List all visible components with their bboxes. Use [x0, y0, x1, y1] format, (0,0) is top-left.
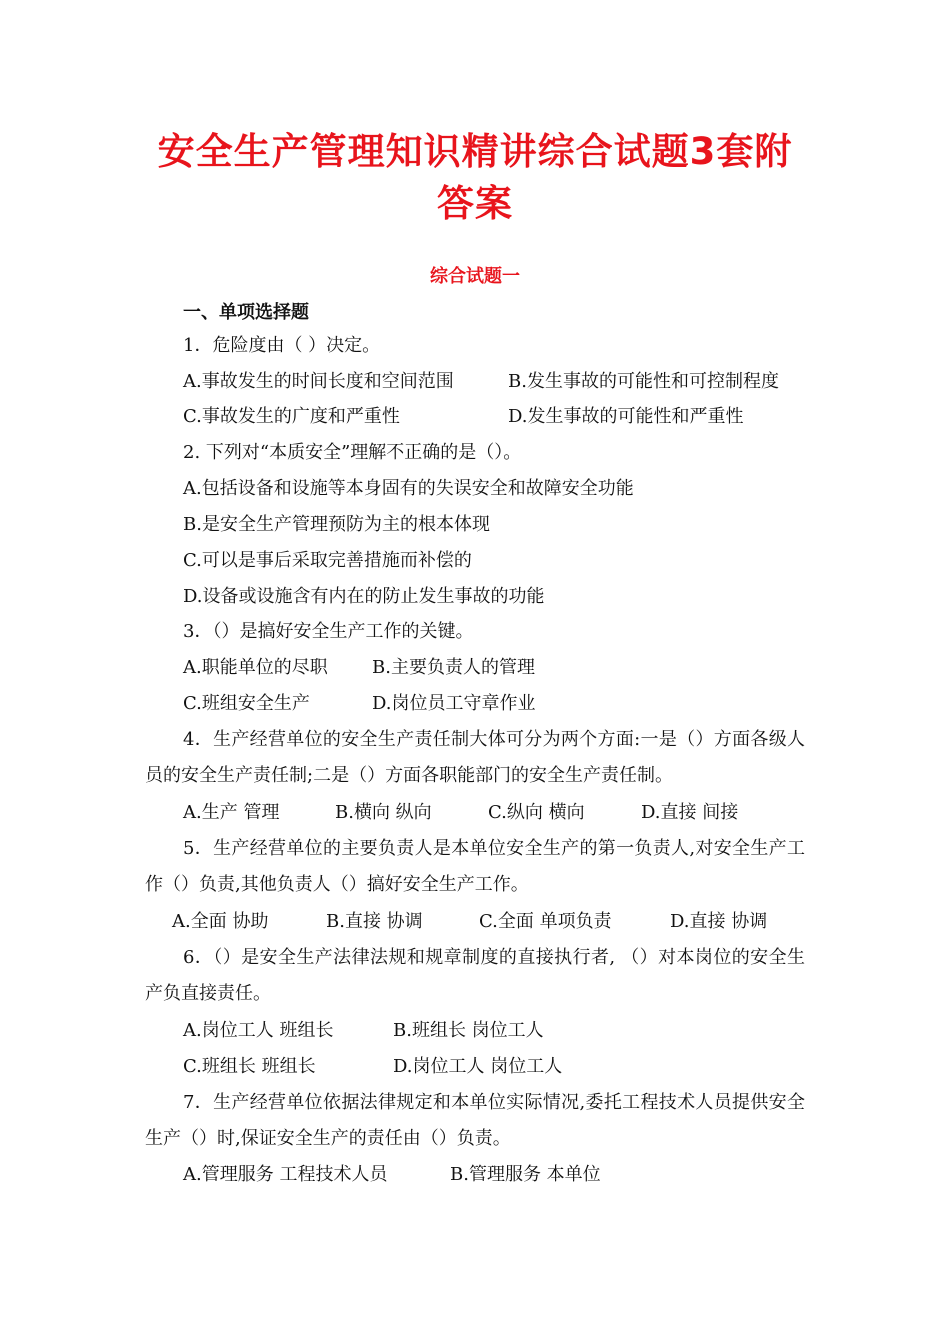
option-c: C.纵向 横向: [488, 802, 585, 823]
option-c: C.班组长 班组长: [183, 1056, 316, 1077]
option-c: C.事故发生的广度和严重性: [183, 406, 400, 427]
question-stem: 6．（）是安全生产法律法规和规章制度的直接执行者, （）对本岗位的安全生产负直接责任。: [145, 947, 805, 1004]
option-b: B.管理服务 本单位: [450, 1164, 601, 1185]
option-c: C.全面 单项负责: [479, 911, 612, 932]
option-d: D.岗位工人 岗位工人: [393, 1056, 563, 1077]
option-a: A.全面 协助: [172, 911, 269, 932]
option-d: D.直接 间接: [641, 802, 739, 823]
option-b: B.主要负责人的管理: [372, 657, 535, 678]
option-d: D.直接 协调: [670, 911, 768, 932]
option-d: D.岗位员工守章作业: [372, 693, 536, 714]
option-a: A.职能单位的尽职: [183, 657, 328, 678]
option-a: A.包括设备和设施等本身固有的失误安全和故障安全功能: [183, 478, 634, 499]
option-a: A.岗位工人 班组长: [183, 1020, 334, 1041]
option-c: C.可以是事后采取完善措施而补偿的: [183, 550, 472, 571]
question-stem: 3．（）是搞好安全生产工作的关键。: [183, 621, 474, 642]
question-stem: 2. 下列对“本质安全”理解不正确的是（）。: [183, 442, 522, 463]
option-c: C.班组安全生产: [183, 693, 310, 714]
exam-subtitle: 综合试题一: [430, 266, 520, 287]
section-heading: 一、单项选择题: [183, 302, 309, 323]
question-stem: 5．生产经营单位的主要负责人是本单位安全生产的第一负责人,对安全生产工作（）负责,其他负责人（）搞好安全生产工作。: [145, 838, 805, 895]
option-b: B.班组长 岗位工人: [393, 1020, 544, 1041]
option-a: A.生产 管理: [183, 802, 280, 823]
question-stem: 4．生产经营单位的安全生产责任制大体可分为两个方面:一是（）方面各级人员的安全生产责任制;二是（）方面各职能部门的安全生产责任制。: [145, 729, 805, 786]
option-a: A.管理服务 工程技术人员: [183, 1164, 388, 1185]
document-title: 安全生产管理知识精讲综合试题3套附答案: [157, 130, 793, 225]
option-b: B.横向 纵向: [335, 802, 432, 823]
option-d: D.设备或设施含有内在的防止发生事故的功能: [183, 586, 545, 607]
option-b: B.直接 协调: [326, 911, 423, 932]
option-a: A.事故发生的时间长度和空间范围: [183, 371, 454, 392]
question-stem: 1．危险度由（ ）决定。: [183, 335, 381, 356]
option-d: D.发生事故的可能性和严重性: [508, 406, 744, 427]
option-b: B.发生事故的可能性和可控制程度: [508, 371, 779, 392]
question-stem: 7．生产经营单位依据法律规定和本单位实际情况,委托工程技术人员提供安全生产（）时,保证安全生产的责任由（）负责。: [145, 1092, 805, 1149]
option-b: B.是安全生产管理预防为主的根本体现: [183, 514, 490, 535]
